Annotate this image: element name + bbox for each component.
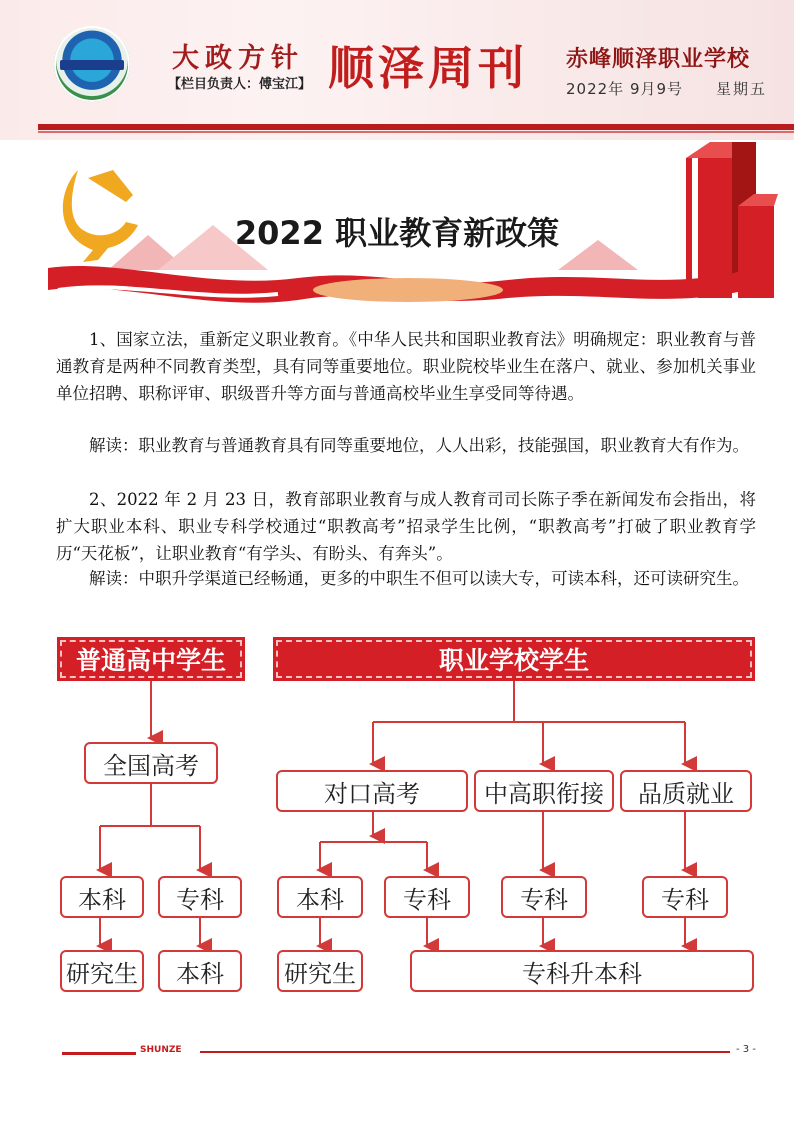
column-title: 大政方针 [172, 43, 304, 74]
footer-brand: SHUNZE [140, 1045, 182, 1055]
vocational-exam-node: 对口高考 [276, 770, 468, 812]
paragraph-4: 解读：中职升学渠道已经畅通，更多的中职生不但可以读大专，可读本科，还可读研究生。 [89, 569, 749, 588]
left-undergrad-node: 本科 [60, 876, 144, 918]
right-graduate-node: 研究生 [277, 950, 363, 992]
right-college-node-3: 专科 [642, 876, 728, 918]
paragraph-2: 解读：职业教育与普通教育具有同等重要地位，人人出彩，技能强国，职业教育大有作为。 [89, 436, 749, 455]
paragraph-3: 2、2022 年 2 月 23 日，教育部职业教育与成人教育司司长陈子季在新闻发布会指出，将扩大职业本科、职业专科学校通过“职教高考”招录学生比例，“职教高考”打破了职业教育学历“天花板”，让职业教育“有学头、有盼头、有奔头”。 [56, 490, 756, 563]
left-upgrade-node: 本科 [158, 950, 242, 992]
header-divider-thin [38, 131, 794, 133]
right-college-node-2: 专科 [501, 876, 587, 918]
national-exam-node: 全国高考 [84, 742, 218, 784]
right-college-node-1: 专科 [384, 876, 470, 918]
publication-title: 顺泽周刊 [328, 41, 528, 95]
issue-weekday: 星期五 [716, 80, 768, 98]
page-number: - 3 - [736, 1044, 756, 1055]
header-divider [38, 124, 794, 130]
general-high-school-header: 普通高中学生 [60, 640, 242, 678]
school-name: 赤峰顺泽职业学校 [566, 47, 751, 72]
footer-rule-left [62, 1052, 136, 1055]
paragraph-1: 1、国家立法，重新定义职业教育。《中华人民共和国职业教育法》明确规定：职业教育与普通教育是两种不同教育类型，具有同等重要地位。职业院校毕业生在落户、就业、参加机关事业单位招聘、职称评审、职级晋升等方面与普通高校毕业生享受同等待遇。 [56, 330, 756, 403]
quality-employment-node: 品质就业 [620, 770, 752, 812]
education-pathway-flowchart [0, 630, 794, 1000]
college-to-bachelor-node: 专科升本科 [410, 950, 754, 992]
issue-date: 2022年 9月9号 [566, 80, 684, 98]
right-undergrad-node: 本科 [277, 876, 363, 918]
article-title: 2022 职业教育新政策 [234, 214, 560, 252]
left-graduate-node: 研究生 [60, 950, 144, 992]
column-editor: 【栏目负责人：傅宝江】 [168, 77, 312, 92]
left-college-node: 专科 [158, 876, 242, 918]
school-logo-banner [60, 60, 124, 70]
flowchart-connectors [0, 630, 794, 1000]
footer-rule-right [200, 1051, 730, 1053]
vocational-school-header: 职业学校学生 [276, 640, 752, 678]
secondary-higher-link-node: 中高职衔接 [474, 770, 614, 812]
